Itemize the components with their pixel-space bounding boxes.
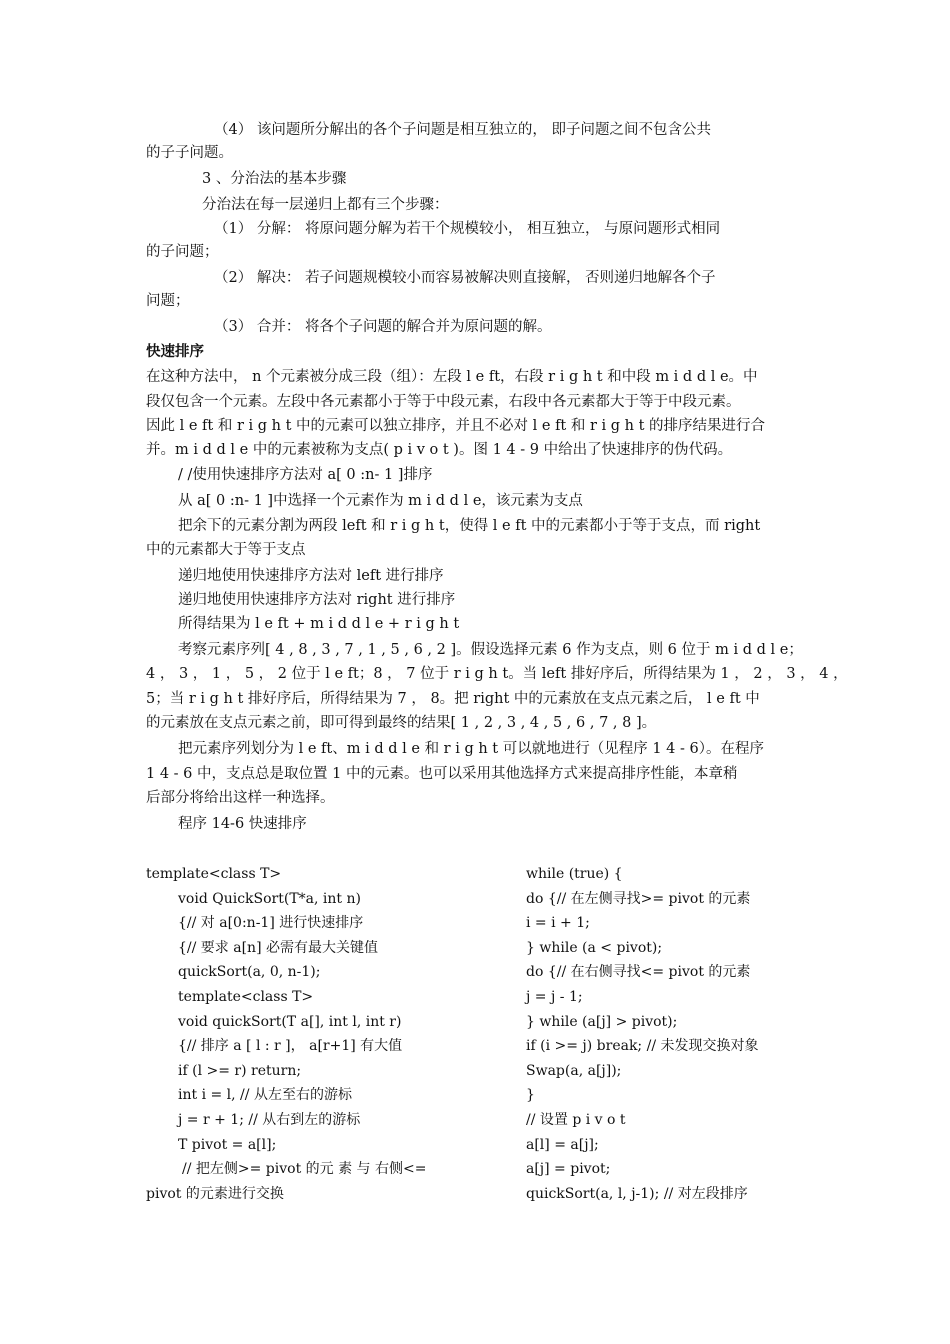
step1-line1: （1） 分解： 将原问题分解为若干个规模较小， 相互独立， 与原问题形式相同: [214, 221, 721, 237]
pseudo-line: 从 a[ 0 :n- 1 ]中选择一个元素作为 m i d d l e，该元素为支点: [178, 493, 583, 509]
code-line: do {// 在左侧寻找>= pivot 的元素: [526, 890, 751, 907]
pseudo-line: / /使用快速排序方法对 a[ 0 :n- 1 ]排序: [178, 467, 433, 483]
code-line: int i = l, // 从左至右的游标: [178, 1087, 352, 1104]
code-line: {// 要求 a[n] 必需有最大关键值: [178, 939, 378, 956]
code-line: } while (a < pivot);: [526, 939, 663, 956]
code-line: }: [526, 1087, 535, 1104]
para3-line: 后部分将给出这样一种选择。: [146, 790, 335, 806]
code-line: void QuickSort(T*a, int n): [178, 890, 361, 907]
para1-line: 在这种方法中， n 个元素被分成三段（组）：左段 l e ft，右段 r i g h t 和中段 m i d d l e。中: [146, 369, 758, 385]
code-line: // 把左侧>= pivot 的元 素 与 右侧<=: [182, 1161, 427, 1178]
pseudo-line: 中的元素都大于等于支点: [146, 542, 306, 558]
code-line: pivot 的元素进行交换: [146, 1185, 284, 1202]
code-line: i = i + 1;: [526, 915, 590, 932]
pseudo-line: 所得结果为 l e ft + m i d d l e + r i g h t: [178, 616, 460, 632]
pseudo-line: 把余下的元素分割为两段 left 和 r i g h t，使得 l e ft 中的元素都小于等于支点，而 right: [178, 518, 761, 534]
para2-line: 4 ， 3 ， 1 ， 5 ， 2 位于 l e ft；8 ， 7 位于 r i g h t。当 left 排好序后，所得结果为 1 ， 2 ， 3 ， 4 ，: [146, 666, 848, 682]
para2-line: 的元素放在支点元素之前，即可得到最终的结果[ 1 , 2 , 3 , 4 , 5 , 6 , 7 , 8 ]。: [146, 715, 657, 731]
steps-intro: 分治法在每一层递归上都有三个步骤：: [202, 197, 449, 213]
pseudo-line: 递归地使用快速排序方法对 left 进行排序: [178, 568, 444, 584]
code-line: {// 排序 a [ l : r ]， a[r+1] 有大值: [178, 1038, 403, 1055]
intro-p4-line1: （4） 该问题所分解出的各个子问题是相互独立的， 即子问题之间不包含公共: [214, 122, 711, 138]
para1-line: 段仅包含一个元素。左段中各元素都小于等于中段元素，右段中各元素都大于等于中段元素。: [146, 394, 741, 410]
pseudo-line: 递归地使用快速排序方法对 right 进行排序: [178, 592, 456, 608]
code-line: template<class T>: [178, 988, 314, 1005]
code-line: void quickSort(T a[], int l, int r): [178, 1013, 402, 1030]
para1-line: 并。m i d d l e 中的元素被称为支点( p i v o t )。图 1 4 - 9 中给出了快速排序的伪代码。: [146, 442, 733, 458]
intro-p4-line2: 的子子问题。: [146, 145, 233, 161]
code-line: j = j - 1;: [526, 988, 583, 1005]
code-line: if (i >= j) break; // 未发现交换对象: [526, 1038, 759, 1055]
quicksort-heading: 快速排序: [146, 344, 204, 360]
code-line: a[l] = a[j];: [526, 1136, 599, 1153]
code-line: quickSort(a, l, j-1); // 对左段排序: [526, 1185, 748, 1202]
section3-title: 3 、分治法的基本步骤: [202, 171, 347, 187]
code-line: Swap(a, a[j]);: [526, 1062, 622, 1079]
code-line: } while (a[j] > pivot);: [526, 1013, 678, 1030]
para1-line: 因此 l e ft 和 r i g h t 中的元素可以独立排序，并且不必对 l e ft 和 r i g h t 的排序结果进行合: [146, 418, 766, 434]
program-title: 程序 14-6 快速排序: [178, 816, 307, 832]
code-line: if (l >= r) return;: [178, 1062, 302, 1079]
code-left-column: [146, 862, 426, 1206]
code-right-column: [526, 862, 758, 1206]
code-line: do {// 在右侧寻找<= pivot 的元素: [526, 964, 751, 981]
code-line: // 设置 p i v o t: [526, 1111, 626, 1128]
para3-line: 1 4 - 6 中，支点总是取位置 1 中的元素。也可以采用其他选择方式来提高排序性能，本章稍: [146, 766, 738, 782]
code-line: template<class T>: [146, 866, 282, 882]
code-line: while (true) {: [526, 866, 623, 882]
step2-line2: 问题；: [146, 293, 190, 309]
para2-line: 5；当 r i g h t 排好序后，所得结果为 7 ， 8。把 right 中的元素放在支点元素之后， l e ft 中: [146, 691, 760, 707]
code-line: j = r + 1; // 从右到左的游标: [178, 1111, 361, 1128]
code-line: {// 对 a[0:n-1] 进行快速排序: [178, 915, 364, 932]
code-line: T pivot = a[l];: [178, 1136, 277, 1153]
step2-line1: （2） 解决： 若子问题规模较小而容易被解决则直接解， 否则递归地解各个子: [214, 270, 716, 286]
step1-line2: 的子问题；: [146, 244, 219, 260]
code-line: quickSort(a, 0, n-1);: [178, 964, 321, 981]
para2-line: 考察元素序列[ 4 , 8 , 3 , 7 , 1 , 5 , 6 , 2 ]。假设选择元素 6 作为支点，则 6 位于 m i d d l e；: [178, 642, 803, 658]
step3: （3） 合并： 将各个子问题的解合并为原问题的解。: [214, 319, 552, 335]
para3-line: 把元素序列划分为 l e ft、m i d d l e 和 r i g h t 可以就地进行（见程序 1 4 - 6）。在程序: [178, 741, 764, 757]
code-line: a[j] = pivot;: [526, 1161, 611, 1178]
